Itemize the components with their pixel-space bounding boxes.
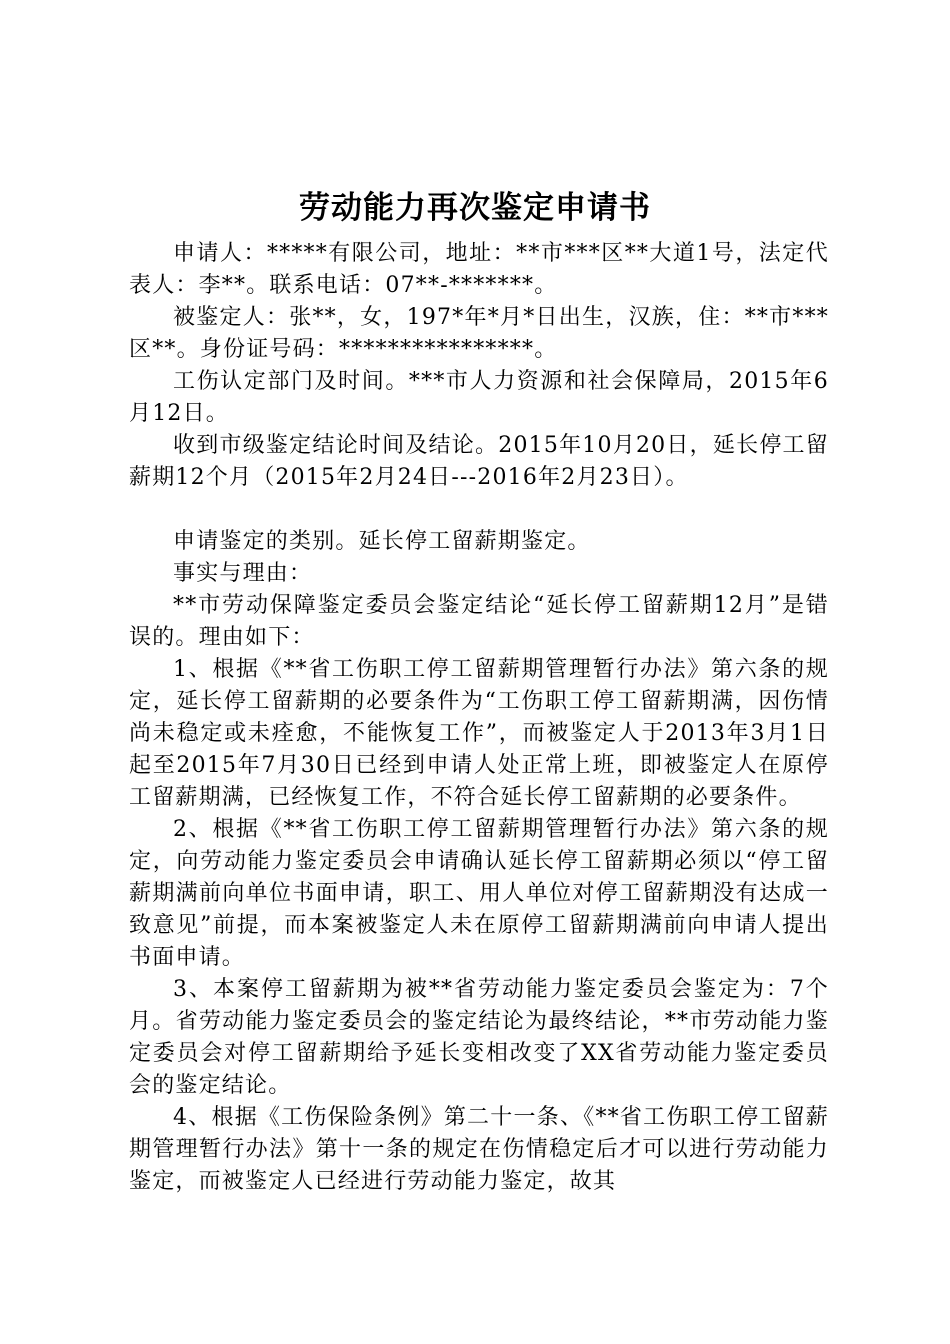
paragraph-reason-3: 3、本案停工留薪期为被**省劳动能力鉴定委员会鉴定为：7个月。省劳动能力鉴定委员会的鉴定结论为最终结论，**市劳动能力鉴定委员会对停工留薪期给予延长变相改变了XX省劳动能力鉴定委员会的鉴定结论。 (129, 977, 829, 1098)
paragraph-reason-2: 2、根据《**省工伤职工停工留薪期管理暂行办法》第六条的规定，向劳动能力鉴定委员会申请确认延长停工留薪期必须以“停工留薪期满前向单位书面申请，职工、用人单位对停工留薪期没有达成一致意见”前提，而本案被鉴定人未在原停工留薪期满前向申请人提出书面申请。 (129, 817, 829, 970)
paragraph-city-conclusion: 收到市级鉴定结论时间及结论。2015年10月20日，延长停工留薪期12个月（2015年2月24日---2016年2月23日）。 (129, 433, 829, 490)
document-title: 劳动能力再次鉴定申请书 (299, 190, 651, 226)
paragraph-reason-4: 4、根据《工伤保险条例》第二十一条、《**省工伤职工停工留薪期管理暂行办法》第十一条的规定在伤情稳定后才可以进行劳动能力鉴定，而被鉴定人已经进行劳动能力鉴定，故其 (129, 1105, 829, 1194)
paragraph-reason-1: 1、根据《**省工伤职工停工留薪期管理暂行办法》第六条的规定，延长停工留薪期的必要条件为“工伤职工停工留薪期满，因伤情尚未稳定或未痊愈，不能恢复工作”，而被鉴定人于2013年3月1日起至2015年7月30日已经到申请人处正常上班，即被鉴定人在原停工留薪期满，已经恢复工作，不符合延长停工留薪期的必要条件。 (129, 657, 829, 810)
paragraph-injury-determination: 工伤认定部门及时间。***市人力资源和社会保障局，2015年6月12日。 (129, 369, 829, 426)
paragraph-applicant: 申请人：*****有限公司，地址：**市***区**大道1号，法定代表人：李**。联系电话：07**-*******。 (129, 241, 829, 298)
paragraph-facts-intro: **市劳动保障鉴定委员会鉴定结论“延长停工留薪期12月”是错误的。理由如下： (129, 593, 829, 650)
paragraph-facts-heading: 事实与理由： (173, 561, 313, 586)
paragraph-appraisee: 被鉴定人：张**，女，197*年*月*日出生，汉族，住：**市***区**。身份证号码：****************。 (129, 305, 829, 362)
paragraph-appraisal-category: 申请鉴定的类别。延长停工留薪期鉴定。 (173, 529, 591, 554)
document-body (129, 238, 829, 1198)
